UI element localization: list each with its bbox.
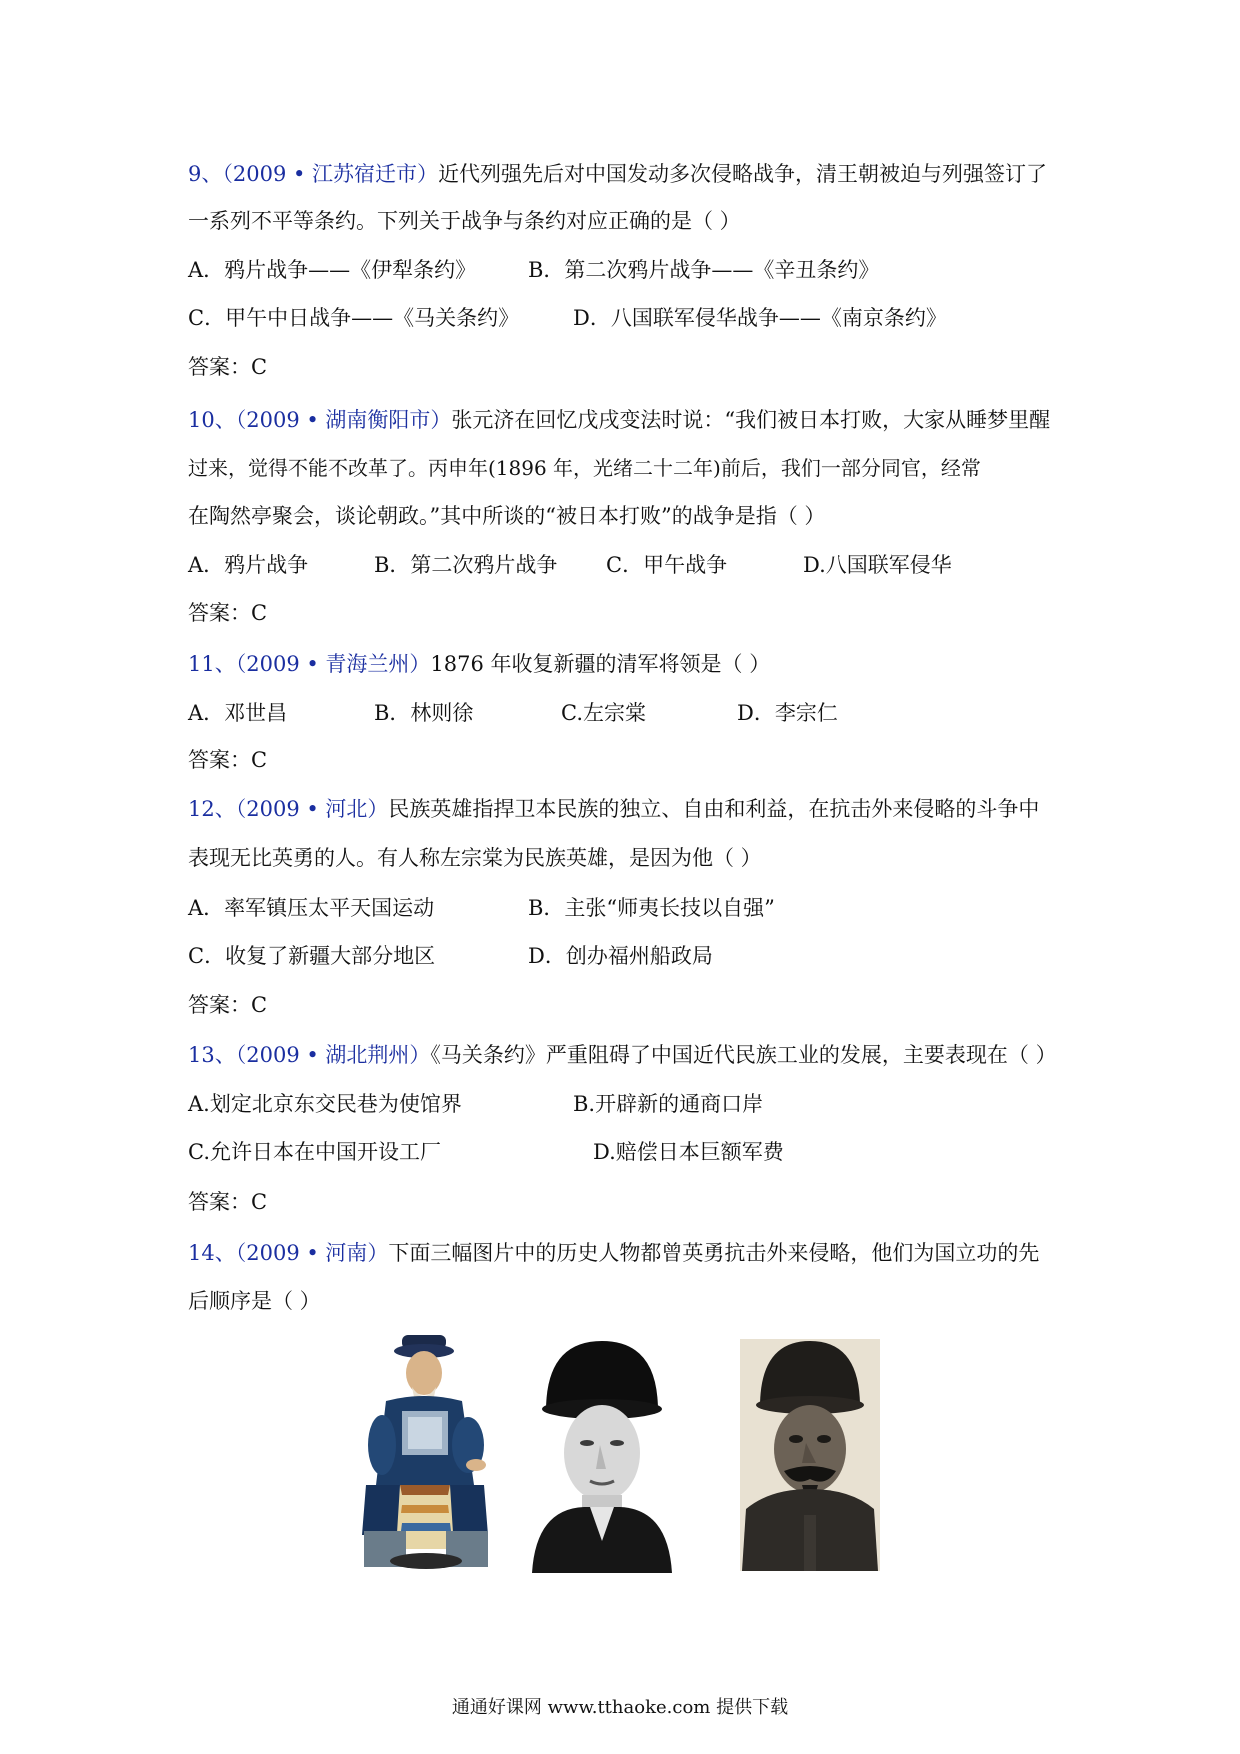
question-10-text-line3: 在陶然亭聚会，谈论朝政。”其中所谈的“被日本打败”的战争是指（ ） [188, 504, 826, 528]
question-12-answer: 答案：C [188, 993, 268, 1017]
question-13-number: 13、 [188, 1043, 236, 1067]
question-14-text-line2: 后顺序是（ ） [188, 1289, 321, 1313]
question-13-option-b: B.开辟新的通商口岸 [573, 1092, 764, 1116]
question-10-number: 10、 [188, 408, 236, 432]
question-9-text-line1: 近代列强先后对中国发动多次侵略战争，清王朝被迫与列强签订了 [438, 162, 1048, 186]
question-10-option-c: C．甲午战争 [606, 553, 728, 577]
question-11-stem [188, 649, 1068, 679]
question-12-option-c: C．收复了新疆大部分地区 [188, 944, 436, 968]
question-10-option-d: D.八国联军侵华 [803, 553, 952, 577]
question-12-text-line1: 民族英雄指捍卫本民族的独立、自由和利益，在抗击外来侵略的斗争中 [388, 797, 1040, 821]
question-11-option-d: D．李宗仁 [737, 701, 838, 725]
question-14-text-line1: 下面三幅图片中的历史人物都曾英勇抗击外来侵略，他们为国立功的先 [388, 1241, 1040, 1265]
question-9-option-a: A．鸦片战争——《伊犁条约》 [188, 258, 477, 282]
question-12-option-b: B．主张“师夷长技以自强” [528, 896, 775, 920]
question-12-number: 12、 [188, 797, 236, 821]
question-11-option-a: A．邓世昌 [188, 701, 288, 725]
question-11-source: （2009 • 青海兰州） [235, 652, 431, 676]
question-14-stem [188, 1238, 1068, 1268]
question-9-option-d: D．八国联军侵华战争——《南京条约》 [573, 306, 947, 330]
question-14-source: （2009 • 河南） [235, 1241, 389, 1265]
question-9-answer: 答案：C [188, 355, 268, 379]
question-11-number: 11、 [188, 652, 236, 676]
question-10-answer: 答案：C [188, 601, 268, 625]
question-13-text-line1: 《马关条约》严重阻碍了中国近代民族工业的发展，主要表现在（ ） [430, 1043, 1057, 1067]
question-12-option-d: D．创办福州船政局 [528, 944, 713, 968]
portrait-young-official [532, 1341, 672, 1573]
question-11-text-line1: 1876 年收复新疆的清军将领是（ ） [430, 652, 771, 676]
question-14-number: 14、 [188, 1241, 236, 1265]
question-10-text-line2: 过来，觉得不能不改革了。丙申年(1896 年，光绪二十二年)前后，我们一部分同官，经常 [188, 456, 981, 480]
question-9-source: （2009 • 江苏宿迁市） [222, 162, 439, 186]
question-13-source: （2009 • 湖北荆州） [235, 1043, 431, 1067]
question-9-stem [188, 159, 1068, 189]
question-12-source: （2009 • 河北） [235, 797, 389, 821]
question-9-option-c: C．甲午中日战争——《马关条约》 [188, 306, 520, 330]
question-13-answer: 答案：C [188, 1190, 268, 1214]
question-13-option-d: D.赔偿日本巨额军费 [593, 1140, 784, 1164]
question-10-option-a: A．鸦片战争 [188, 553, 309, 577]
portrait-gallery [356, 1335, 916, 1575]
question-11-option-b: B．林则徐 [374, 701, 474, 725]
question-9-option-b: B．第二次鸦片战争——《辛丑条约》 [528, 258, 880, 282]
question-9-number: 9、 [188, 162, 223, 186]
question-11-answer: 答案：C [188, 748, 268, 772]
question-13-stem [188, 1040, 1068, 1070]
question-11-option-c: C.左宗棠 [561, 701, 646, 725]
question-10-text-line1: 张元济在回忆戊戌变法时说：“我们被日本打败，大家从睡梦里醒 [451, 408, 1051, 432]
question-12-text-line2: 表现无比英勇的人。有人称左宗棠为民族英雄，是因为他（ ） [188, 846, 762, 870]
portrait-mustached-official [740, 1339, 880, 1571]
question-10-stem [188, 405, 1068, 435]
question-13-option-c: C.允许日本在中国开设工厂 [188, 1140, 441, 1164]
question-13-option-a: A.划定北京东交民巷为使馆界 [188, 1092, 462, 1116]
question-12-option-a: A．率军镇压太平天国运动 [188, 896, 435, 920]
question-9-text-line2: 一系列不平等条约。下列关于战争与条约对应正确的是（ ） [188, 209, 741, 233]
portrait-seated-official [356, 1335, 496, 1571]
question-10-source: （2009 • 湖南衡阳市） [235, 408, 452, 432]
question-10-option-b: B．第二次鸦片战争 [374, 553, 558, 577]
question-12-stem [188, 794, 1068, 824]
page-footer: 通通好课网 www.tthaoke.com 提供下载 [451, 1697, 789, 1718]
